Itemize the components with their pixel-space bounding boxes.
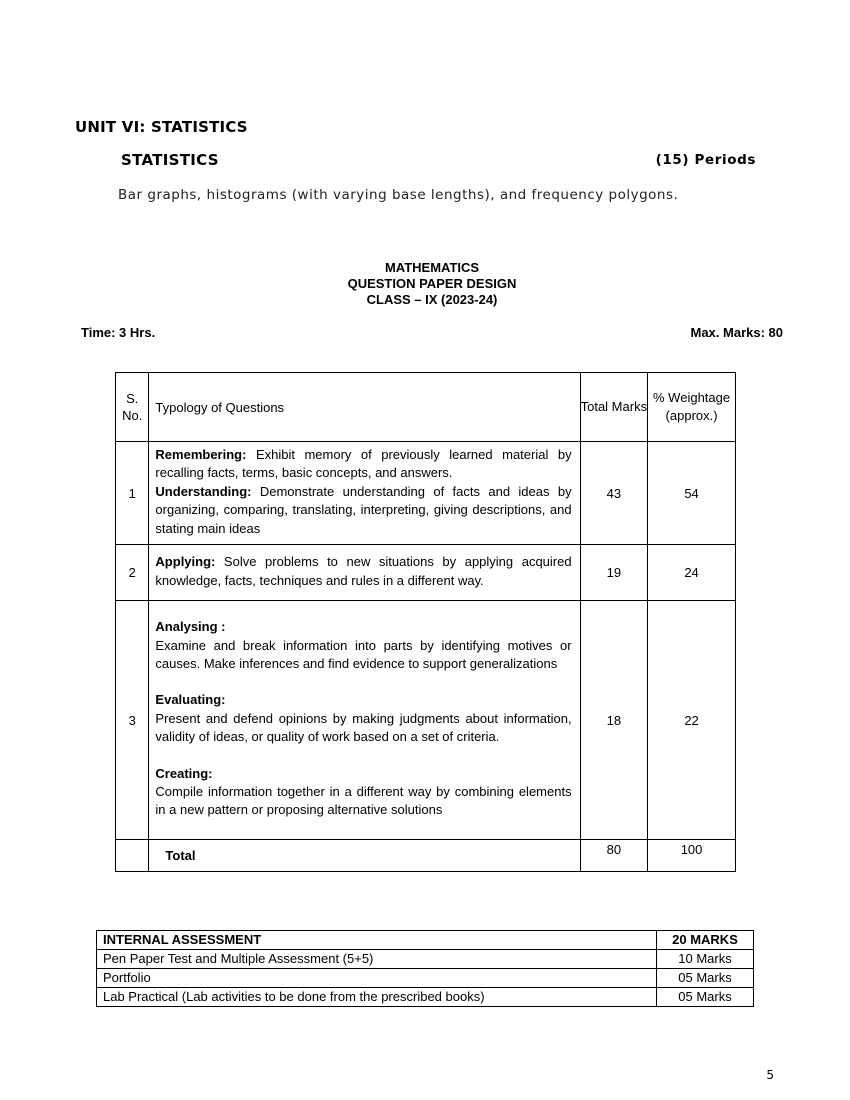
row-sno: 1 xyxy=(116,442,149,545)
ia-row-label: Lab Practical (Lab activities to be done from the prescribed books) xyxy=(97,988,657,1007)
row-sno: 2 xyxy=(116,545,149,601)
total-row xyxy=(116,840,736,872)
section-title: STATISTICS xyxy=(121,151,219,169)
item-text: Exhibit memory of previously learned material by recalling facts, terms, basic concepts, and answers. xyxy=(155,447,572,481)
item-label: Analysing : xyxy=(155,619,226,635)
item-label: Applying: xyxy=(155,554,216,570)
class-title: CLASS – IX (2023-24) xyxy=(366,292,498,307)
table-header-row xyxy=(116,373,736,442)
table-row xyxy=(97,988,754,1007)
spacer xyxy=(155,747,571,765)
item-label: Understanding: xyxy=(155,483,252,499)
total-weightage-value: 100 xyxy=(648,840,736,872)
ia-header-label: INTERNAL ASSESSMENT xyxy=(97,931,657,950)
table-row xyxy=(116,442,736,545)
total-marks-value: 80 xyxy=(580,840,648,872)
row-weightage: 54 xyxy=(648,442,736,545)
table-row xyxy=(116,601,736,840)
item-label: Remembering: xyxy=(155,447,247,462)
header-typology: Typology of Questions xyxy=(149,373,580,442)
periods-label: (15) Periods xyxy=(655,152,756,168)
row-sno: 3 xyxy=(116,601,149,840)
item-label: Creating: xyxy=(155,765,213,781)
subject-title: MATHEMATICS xyxy=(384,260,480,275)
row-weightage: 24 xyxy=(648,545,736,601)
paper-design-title: QUESTION PAPER DESIGN xyxy=(347,276,517,291)
internal-assessment-table xyxy=(96,930,754,1007)
total-sno-empty xyxy=(116,840,149,872)
row-total-marks: 19 xyxy=(580,545,648,601)
item-text: Solve problems to new situations by applying acquired knowledge, facts, techniques and rules in a different way. xyxy=(155,554,572,588)
ia-row-label: Portfolio xyxy=(97,969,657,988)
ia-row-label: Pen Paper Test and Multiple Assessment (5+5) xyxy=(97,950,657,969)
ia-header-row xyxy=(97,931,754,950)
topic-description: Bar graphs, histograms (with varying base lengths), and frequency polygons. xyxy=(118,187,679,203)
header-sno: S. No. xyxy=(116,373,149,442)
max-marks-label: Max. Marks: 80 xyxy=(690,325,783,340)
table-row xyxy=(97,950,754,969)
row-typology xyxy=(149,545,580,601)
unit-heading: UNIT VI: STATISTICS xyxy=(75,118,248,136)
total-label: Total xyxy=(149,840,580,872)
row-typology xyxy=(149,442,580,545)
header-weightage: % Weightage (approx.) xyxy=(648,373,736,442)
item-text: Demonstrate understanding of facts and ideas by organizing, comparing, translating, interpreting, giving descriptions, and stating main ideas xyxy=(155,483,572,536)
ia-row-marks: 10 Marks xyxy=(657,950,754,969)
ia-row-marks: 05 Marks xyxy=(657,988,754,1007)
item-text: Present and defend opinions by making judgments about information, validity of ideas, or quality of work based on a set of criteria. xyxy=(155,710,572,745)
ia-header-marks: 20 MARKS xyxy=(657,931,754,950)
spacer xyxy=(155,673,571,691)
page-number: 5 xyxy=(766,1068,774,1082)
ia-row-marks: 05 Marks xyxy=(657,969,754,988)
row-total-marks: 43 xyxy=(580,442,648,545)
row-weightage: 22 xyxy=(648,601,736,840)
question-design-table xyxy=(115,372,736,872)
item-text: Examine and break information into parts by identifying motives or causes. Make inferences and find evidence to support generalizations xyxy=(155,637,572,672)
design-header xyxy=(0,260,850,308)
table-row xyxy=(97,969,754,988)
time-label: Time: 3 Hrs. xyxy=(81,325,156,340)
row-total-marks: 18 xyxy=(580,601,648,840)
item-label: Evaluating: xyxy=(155,692,226,708)
item-text: Compile information together in a different way by combining elements in a new pattern or proposing alternative solutions xyxy=(155,784,572,818)
row-typology xyxy=(149,601,580,840)
table-row xyxy=(116,545,736,601)
header-total-marks: Total Marks xyxy=(580,373,648,442)
